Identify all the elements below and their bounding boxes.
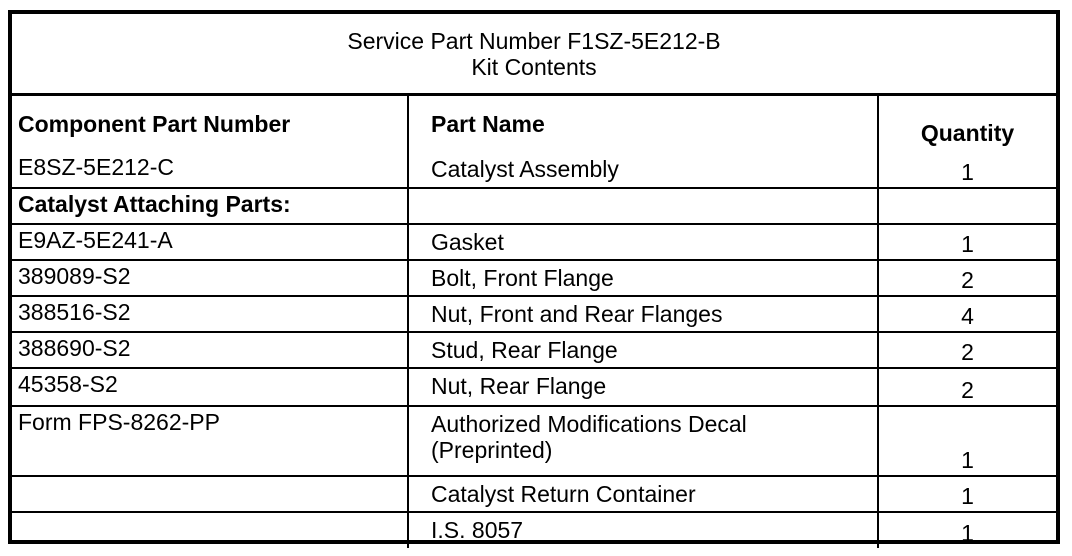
column-header-quantity: Quantity <box>878 94 1056 152</box>
quantity: 4 <box>878 296 1056 332</box>
part-name: I.S. 8057 <box>431 517 524 543</box>
kit-contents-document <box>8 10 1060 544</box>
part-name-cell <box>408 152 878 188</box>
quantity: 1 <box>878 152 1056 188</box>
part-name-cell <box>408 406 878 476</box>
quantity: 1 <box>878 512 1056 548</box>
component-part-number: E8SZ-5E212-C <box>12 152 408 188</box>
part-name: Stud, Rear Flange <box>431 337 618 363</box>
table-row <box>12 406 1056 476</box>
quantity: 1 <box>878 476 1056 512</box>
part-name-cell <box>408 512 878 548</box>
quantity: 2 <box>878 368 1056 406</box>
table-row <box>12 332 1056 368</box>
component-part-number: 389089-S2 <box>12 260 408 296</box>
quantity: 2 <box>878 332 1056 368</box>
table-row <box>12 260 1056 296</box>
column-header-name: Part Name <box>408 94 878 152</box>
table-row <box>12 296 1056 332</box>
quantity: 1 <box>878 224 1056 260</box>
table-row <box>12 512 1056 548</box>
part-name: Catalyst Return Container <box>431 481 696 507</box>
service-part-number-title: Service Part Number F1SZ-5E212-B <box>347 27 721 54</box>
component-part-number: 45358-S2 <box>12 368 408 406</box>
component-part-number: 388690-S2 <box>12 332 408 368</box>
part-name: Gasket <box>431 229 504 255</box>
part-name: Bolt, Front Flange <box>431 265 614 291</box>
quantity <box>878 188 1056 224</box>
part-name: Authorized Modifications Decal <box>431 411 747 437</box>
part-name-cell <box>408 332 878 368</box>
part-name-cell <box>408 476 878 512</box>
component-part-number <box>12 476 408 512</box>
kit-contents-table <box>12 14 1056 548</box>
table-row <box>12 368 1056 406</box>
part-name-cell <box>408 224 878 260</box>
table-row <box>12 188 1056 224</box>
section-heading: Catalyst Attaching Parts: <box>12 188 408 224</box>
part-name-continued: (Preprinted) <box>431 437 553 464</box>
table-body <box>12 152 1056 548</box>
table-row <box>12 224 1056 260</box>
part-name-cell <box>408 260 878 296</box>
part-name: Nut, Front and Rear Flanges <box>431 301 723 327</box>
component-part-number: E9AZ-5E241-A <box>12 224 408 260</box>
part-name-cell <box>408 188 878 224</box>
quantity: 2 <box>878 260 1056 296</box>
component-part-number: Form FPS-8262-PP <box>12 406 408 476</box>
part-name-cell <box>408 368 878 406</box>
header-row <box>12 94 1056 152</box>
table-row <box>12 476 1056 512</box>
part-name-cell <box>408 296 878 332</box>
column-header-component: Component Part Number <box>12 94 408 152</box>
title-cell <box>12 14 1056 94</box>
component-part-number <box>12 512 408 548</box>
part-name: Nut, Rear Flange <box>431 373 607 399</box>
title-row <box>12 14 1056 94</box>
component-part-number: 388516-S2 <box>12 296 408 332</box>
quantity: 1 <box>878 406 1056 476</box>
table-row <box>12 152 1056 188</box>
part-name: Catalyst Assembly <box>431 156 619 182</box>
kit-contents-subtitle: Kit Contents <box>471 54 597 81</box>
